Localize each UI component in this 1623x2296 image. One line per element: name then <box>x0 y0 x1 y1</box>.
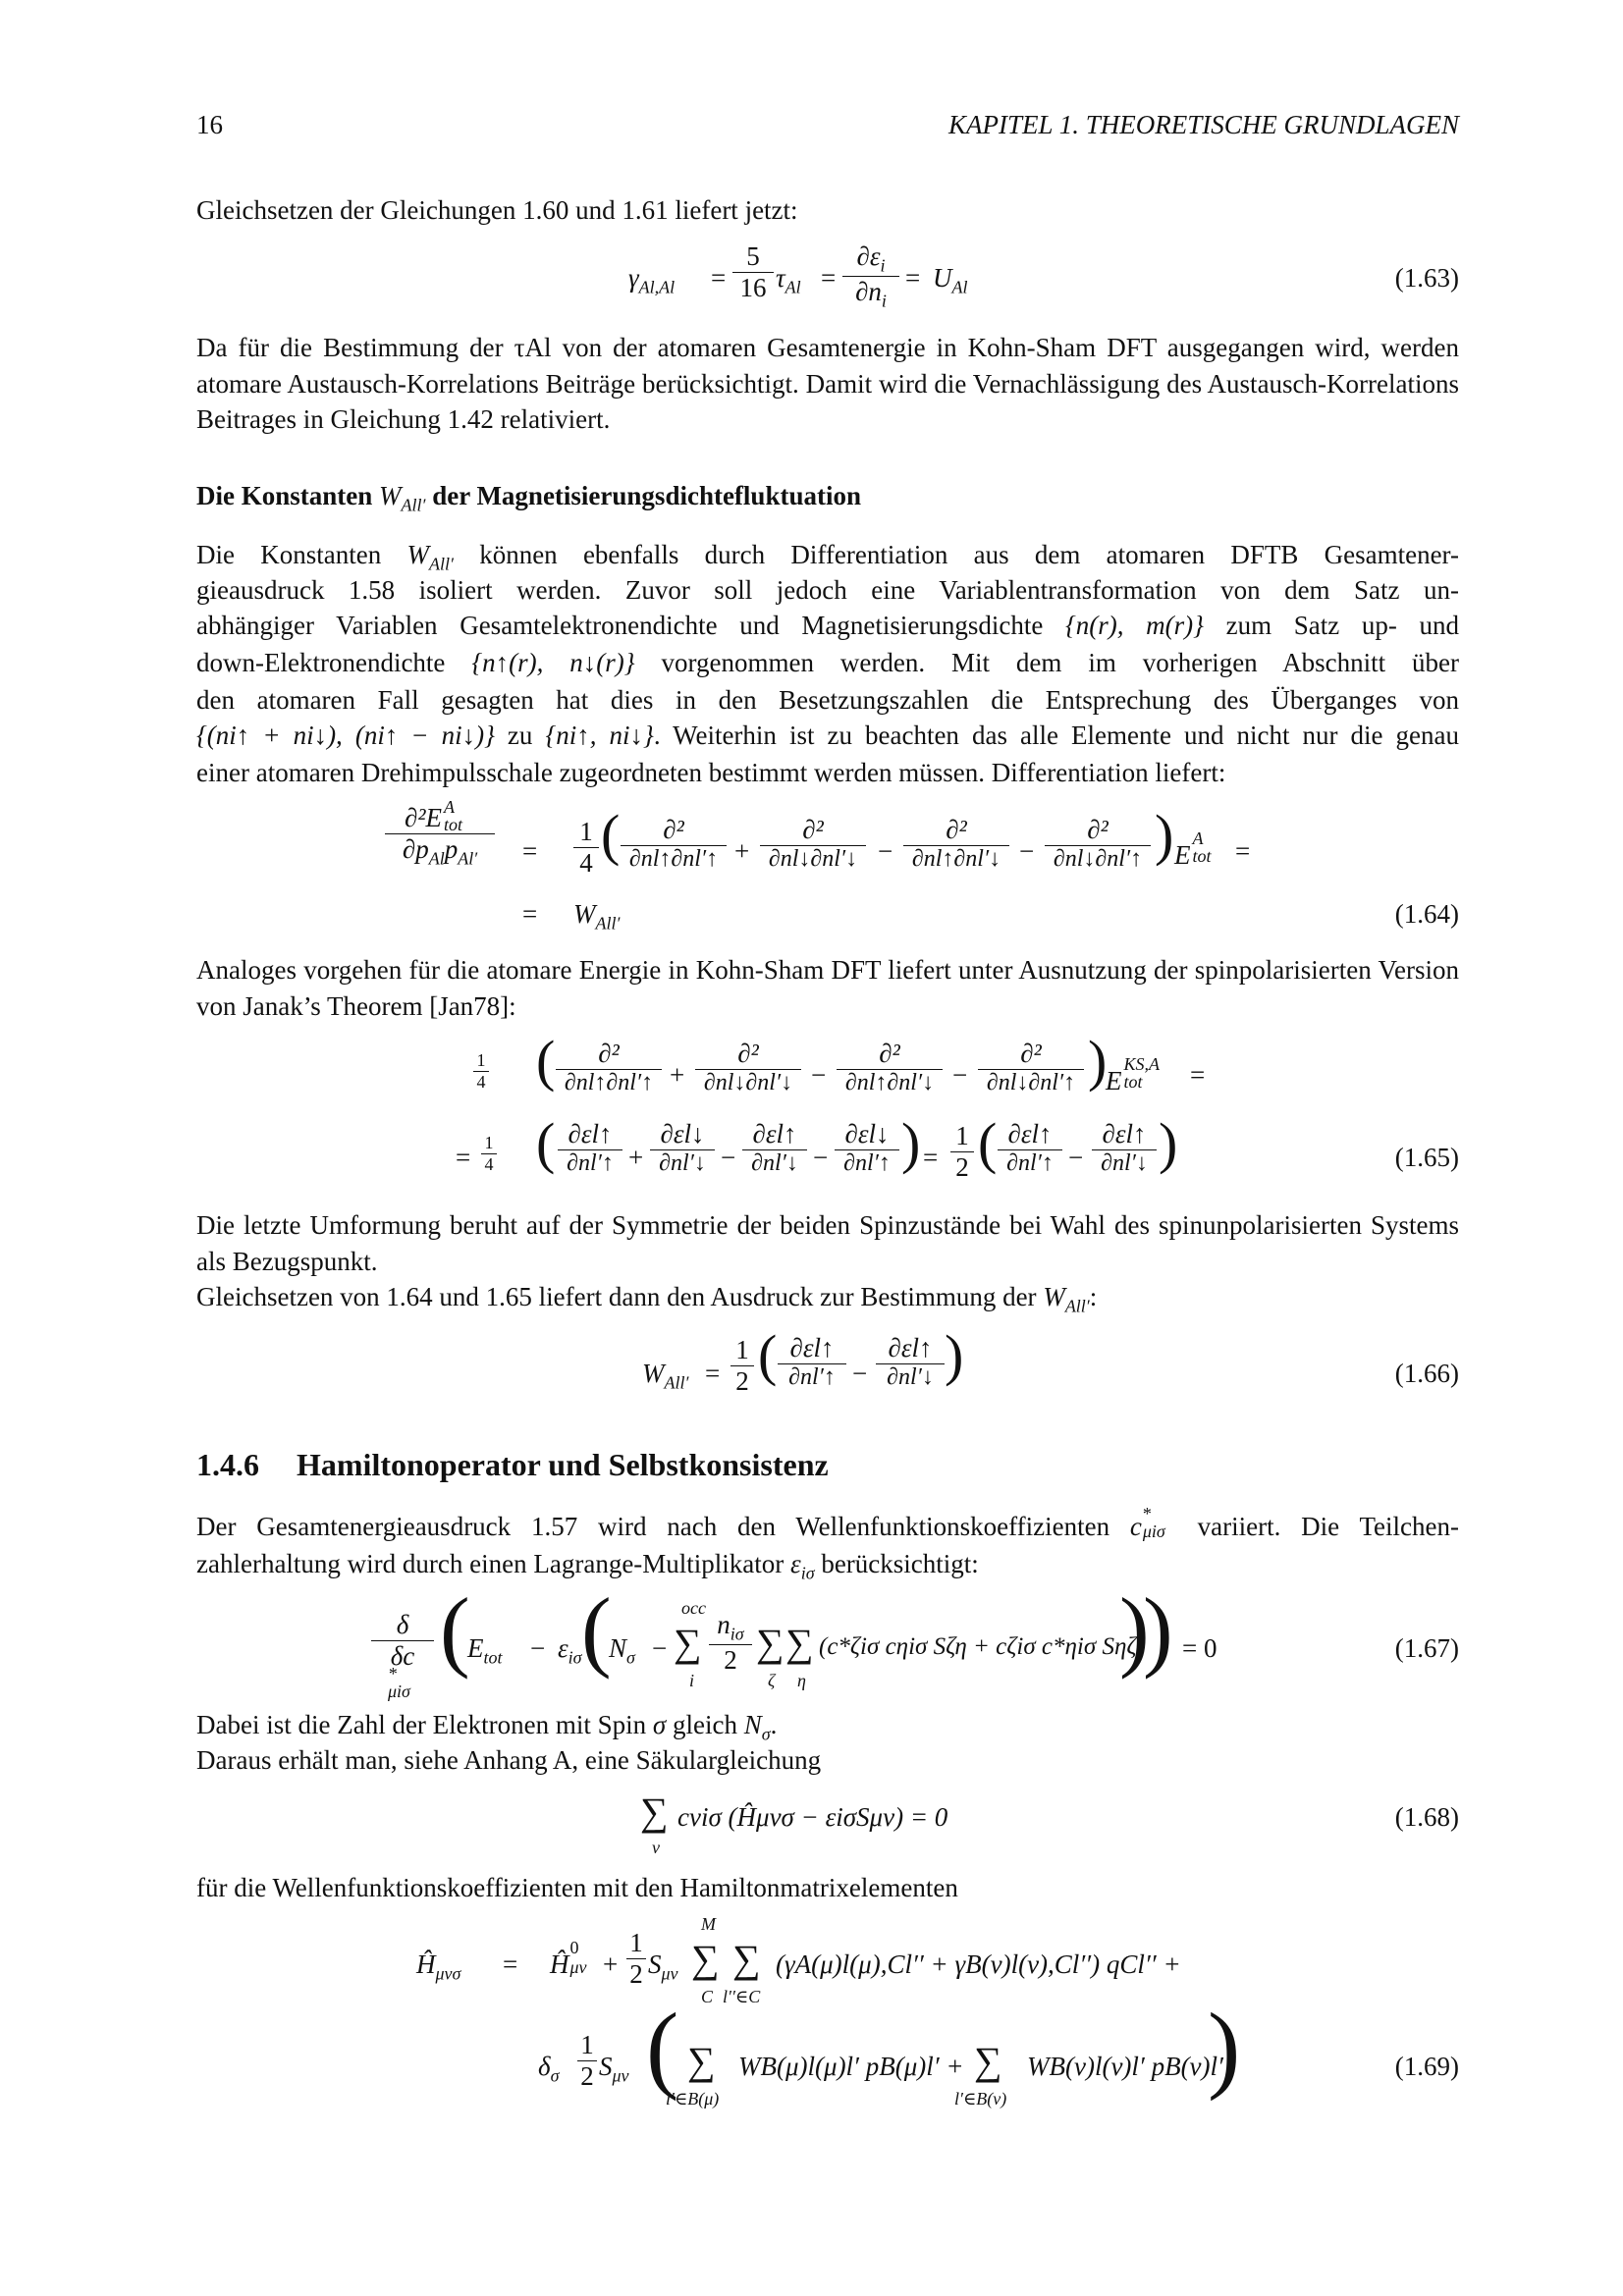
eq165-eq-left: = <box>456 1143 471 1172</box>
eq-number-1-66: (1.66) <box>1394 1359 1459 1388</box>
eq169-sumC-top: M <box>701 1914 716 1934</box>
paragraph-5: Die letzte Umformung beruht auf der Symmetrie der beiden Spinzustände bei Wahl des spinunpolarisierten Systems als Bezugspunkt. <box>196 1210 1459 1276</box>
p7-line-1: Der Gesamtenergieausdruck 1.57 wird nach den Wellenfunktionskoeffizienten c * μiσ variiert. Die Teilchen- <box>196 1504 1459 1541</box>
eq163-tau: $\tau_{Al}$ <box>776 263 801 297</box>
eq166-eq: = <box>705 1359 721 1388</box>
eq164-lparen: ( <box>601 803 621 867</box>
eq165-eps1: ∂εl↑ ∂nl′↑ <box>558 1119 622 1177</box>
p3-line-4: down-Elektronendichte {n↑(r), n↓(r)} vorgenommen werden. Mit dem im vorherigen Abschnitt über <box>196 648 1459 677</box>
eq165-eps2: ∂εl↓ ∂nl′↓ <box>650 1119 715 1177</box>
eq169-eq: = <box>503 1949 518 1979</box>
eq165-rparen-3: ) <box>1159 1111 1178 1175</box>
eq169-s: $S_{\mu\nu}$ <box>648 1949 678 1984</box>
eq-number-1-69: (1.69) <box>1394 2052 1459 2081</box>
eq169-sumL: ∑ <box>732 1937 761 1981</box>
eq164-term4: ∂² ∂nl↓∂nl′↑ <box>1045 815 1151 873</box>
eq167-delta-frac: δ δc * μiσ <box>371 1610 434 1702</box>
eq165-lparen-1: ( <box>536 1029 556 1093</box>
eq164-op2: − <box>878 836 893 866</box>
eq169-sumB-bot: l′∈B(ν) <box>954 2089 1007 2109</box>
eq165-op1: + <box>670 1060 685 1090</box>
eq165-etot: E KS,A tot <box>1106 1054 1161 1095</box>
eq169-sumA: ∑ <box>687 2039 716 2083</box>
eq165-eps3: ∂εl↑ ∂nl′↓ <box>742 1119 807 1177</box>
eq165-h2: ∂εl↑ ∂nl′↓ <box>1092 1119 1157 1177</box>
eq165-term3: ∂² ∂nl↑∂nl′↓ <box>837 1039 943 1096</box>
eq166-op: − <box>852 1359 868 1388</box>
eq165-eq-mid: = <box>923 1143 939 1172</box>
eq167-sum1: ∑ <box>674 1621 702 1665</box>
eq165-op2: − <box>811 1060 827 1090</box>
eq167-frac-n-2: $n_{i\sigma}$ 2 <box>709 1610 752 1676</box>
paragraph-8: Dabei ist die Zahl der Elektronen mit Spin σ gleich $N_\sigma$. <box>196 1710 778 1744</box>
eq169-lparen: ( <box>646 1993 679 2102</box>
eq167-inner: (c*ζiσ cηiσ Sζη + cζiσ c*ηiσ Sηζ) <box>819 1633 1145 1660</box>
paragraph-9: Daraus erhält man, siehe Anhang A, eine Säkulargleichung <box>196 1745 822 1775</box>
paragraph-6: Gleichsetzen von 1.64 und 1.65 liefert dann den Ausdruck zur Bestimmung der $W_{All'}$: <box>196 1282 1098 1316</box>
eq168-sum: ∑ <box>640 1789 669 1834</box>
eq-number-1-64: (1.64) <box>1394 899 1459 929</box>
eq163-frac-deps-dn: $\partial\varepsilon_i$ $\partial n_i$ <box>842 241 899 312</box>
eq165-hop: − <box>1068 1143 1084 1172</box>
eq164-op1: + <box>734 836 750 866</box>
eq165-rparen-1: ) <box>1088 1029 1108 1093</box>
eq164-rparen: ) <box>1155 803 1174 867</box>
eq169-half-2: 1 2 <box>577 2030 597 2092</box>
p3-line-7: einer atomaren Drehimpulsschale zugeordneten bestimmt werden müssen. Differentiation liefert: <box>196 758 1226 787</box>
eq166-h1: ∂εl↑ ∂nl′↑ <box>778 1333 846 1391</box>
eq168-sum-bot: ν <box>652 1838 660 1857</box>
eq165-term2: ∂² ∂nl↓∂nl′↓ <box>695 1039 801 1096</box>
eq165-eop1: + <box>628 1143 644 1172</box>
eq-number-1-68: (1.68) <box>1394 1802 1459 1832</box>
page-number: 16 <box>196 110 223 139</box>
eq169-delta: $\delta_\sigma$ <box>538 2052 560 2086</box>
eq167-lparen-inner: ( <box>581 1579 612 1680</box>
eq163-eq1: = <box>711 263 727 293</box>
eq167-sum1-bot: i <box>689 1671 695 1690</box>
eq169-plus: + <box>603 1949 619 1979</box>
eq164-term2: ∂² ∂nl↓∂nl′↓ <box>760 815 866 873</box>
eq167-rparen-inner: ) <box>1119 1579 1150 1680</box>
eq164-eq1: = <box>522 836 538 866</box>
eq166-rparen: ) <box>945 1323 964 1387</box>
eq165-half: 1 2 <box>950 1121 974 1183</box>
eq165-op3: − <box>952 1060 968 1090</box>
eq167-sum3-bot: η <box>797 1671 806 1690</box>
eq167-rhs: = 0 <box>1182 1633 1217 1663</box>
eq167-sum1-top: occ <box>681 1598 706 1618</box>
eq169-sumB: ∑ <box>974 2039 1002 2083</box>
eq164-term3: ∂² ∂nl↑∂nl′↓ <box>903 815 1009 873</box>
p3-line-3: abhängiger Variablen Gesamtelektronendichte und Magnetisierungsdichte {n(r), m(r)} zum Satz up- und <box>196 611 1459 640</box>
eq164-etot: E A tot <box>1174 828 1212 870</box>
eq169-sumL-bot: l′′∈C <box>723 1987 761 2006</box>
paragraph-2: Da für die Bestimmung der τAl von der atomaren Gesamtenergie in Kohn-Sham DFT ausgegangen wird, werden atomare Austausch-Korrelations Beiträge berücksichtigt. Damit wird die Vernachlässigung des Austausch-Korrelations Beitrages in Gleichung 1.42 relativiert. <box>196 333 1459 434</box>
eq164-lhs-frac: ∂²E A tot $\partial p_{Al}p_{Al'}$ <box>385 803 495 869</box>
eq165-eop2: − <box>721 1143 736 1172</box>
eq166-half: 1 2 <box>730 1335 754 1397</box>
eq164-eq2: = <box>522 899 538 929</box>
eq164-quarter: 1 4 <box>573 817 599 879</box>
eq164-trail-eq: = <box>1235 836 1251 866</box>
paragraph-1: Gleichsetzen der Gleichungen 1.60 und 1.61 liefert jetzt: <box>196 195 798 225</box>
eq167-eps: $\varepsilon_{i\sigma}$ <box>558 1633 582 1668</box>
eq165-eop3: − <box>813 1143 829 1172</box>
eq169-sumC-bot: C <box>701 1987 714 2006</box>
running-title: KAPITEL 1. THEORETISCHE GRUNDLAGEN <box>947 110 1459 139</box>
eq166-lparen: ( <box>758 1323 778 1387</box>
paragraph-10: für die Wellenfunktionskoeffizienten mit den Hamiltonmatrixelementen <box>196 1873 958 1902</box>
eq169-lhs: $Ĥ_{\mu\nu\sigma}$ <box>416 1949 461 1984</box>
eq169-h0: Ĥ 0 μν <box>550 1938 587 1979</box>
eq169-s2: $S_{\mu\nu}$ <box>599 2052 629 2086</box>
eq165-eps4: ∂εl↓ ∂nl′↑ <box>835 1119 899 1177</box>
eq167-N: $N_\sigma$ <box>609 1633 635 1668</box>
section-number: 1.4.6 <box>196 1447 259 1482</box>
eq164-op3: − <box>1019 836 1035 866</box>
eq166-h2: ∂εl↑ ∂nl′↓ <box>876 1333 945 1391</box>
eq168-body: cνiσ (Ĥμνσ − εiσSμν) = 0 <box>677 1802 948 1832</box>
eq163-eq3: = <box>905 263 921 293</box>
p3-line-6: {(ni↑ + ni↓), (ni↑ − ni↓)} zu {ni↑, ni↓}. Weiterhin ist zu beachten das alle Elemente und nicht nur die genau <box>196 721 1460 750</box>
p3-line-1: Die Konstanten $W_{All'}$ können ebenfalls durch Differentiation aus dem atomaren DFTB Gesamtener- <box>196 540 1459 574</box>
eq164-w: $W_{All'}$ <box>573 899 621 934</box>
eq165-lparen-2: ( <box>536 1111 556 1175</box>
eq165-trail-eq: = <box>1190 1060 1206 1090</box>
eq169-gamma: (γA(μ)l(μ),Cl′′ + γB(ν)l(ν),Cl′′) qCl′′ + <box>776 1949 1181 1979</box>
eq167-sum2-bot: ζ <box>768 1671 776 1690</box>
eq169-sumA-bot: l′∈B(μ) <box>666 2089 720 2109</box>
eq169-sumC: ∑ <box>691 1937 720 1981</box>
eq164-term1: ∂² ∂nl↑∂nl′↑ <box>621 815 727 873</box>
eq165-rparen-2: ) <box>901 1111 921 1175</box>
section-title: Hamiltonoperator und Selbstkonsistenz <box>297 1447 829 1482</box>
eq167-sum3: ∑ <box>785 1621 814 1665</box>
eq169-wA: WB(μ)l(μ)l′ pB(μ)l′ + <box>738 2052 964 2081</box>
p3-line-2: gieausdruck 1.58 isoliert werden. Zuvor soll jedoch eine Variablentransformation von dem Satz un- <box>196 575 1459 605</box>
eq165-quarter-1: 1 4 <box>473 1050 489 1093</box>
eq163-frac-5-16: 5 16 <box>732 241 774 303</box>
eq166-lhs: $W_{All'}$ <box>642 1359 689 1393</box>
eq163-rhs: $U_{Al}$ <box>933 263 968 297</box>
eq-number-1-65: (1.65) <box>1394 1143 1459 1172</box>
eq167-sum2: ∑ <box>756 1621 784 1665</box>
eq167-minus2: − <box>652 1633 668 1663</box>
p7-line-2: zahlerhaltung wird durch einen Lagrange-Multiplikator $\varepsilon_{i\sigma}$ berücksichtigt: <box>196 1549 979 1583</box>
eq163-lhs: $\gamma_{Al,Al}$ <box>628 263 676 297</box>
eq-number-1-67: (1.67) <box>1394 1633 1459 1663</box>
eq167-etot: $E_{tot}$ <box>467 1633 503 1668</box>
eq167-minus1: − <box>530 1633 546 1663</box>
eq165-term1: ∂² ∂nl↑∂nl′↑ <box>556 1039 662 1096</box>
eq165-term4: ∂² ∂nl↓∂nl′↑ <box>978 1039 1084 1096</box>
eq165-h1: ∂εl↑ ∂nl′↑ <box>998 1119 1062 1177</box>
eq169-half: 1 2 <box>626 1928 646 1990</box>
eq165-lparen-3: ( <box>978 1111 998 1175</box>
eq163-eq2: = <box>821 263 837 293</box>
eq169-wB: WB(ν)l(ν)l′ pB(ν)l′ <box>1027 2052 1223 2081</box>
eq-number-1-63: (1.63) <box>1394 263 1459 293</box>
section-heading-1-4-6 <box>196 1447 829 1483</box>
eq165-quarter-2: 1 4 <box>481 1133 497 1175</box>
eq169-rparen: ) <box>1208 1993 1241 2102</box>
p3-line-5: den atomaren Fall gesagten hat dies in den Besetzungszahlen die Entsprechung des Überganges von <box>196 685 1459 715</box>
eq167-lparen-outer: ( <box>440 1579 470 1680</box>
eq167-rparen-outer: ) <box>1143 1579 1173 1680</box>
sub-heading-w-constants: Die Konstanten $W_{All'}$ der Magnetisierungsdichtefluktuation <box>196 481 861 515</box>
paragraph-4: Analoges vorgehen für die atomare Energie in Kohn-Sham DFT liefert unter Ausnutzung der spinpolarisierten Version von Janak’s Theorem [Jan78]: <box>196 955 1459 1021</box>
